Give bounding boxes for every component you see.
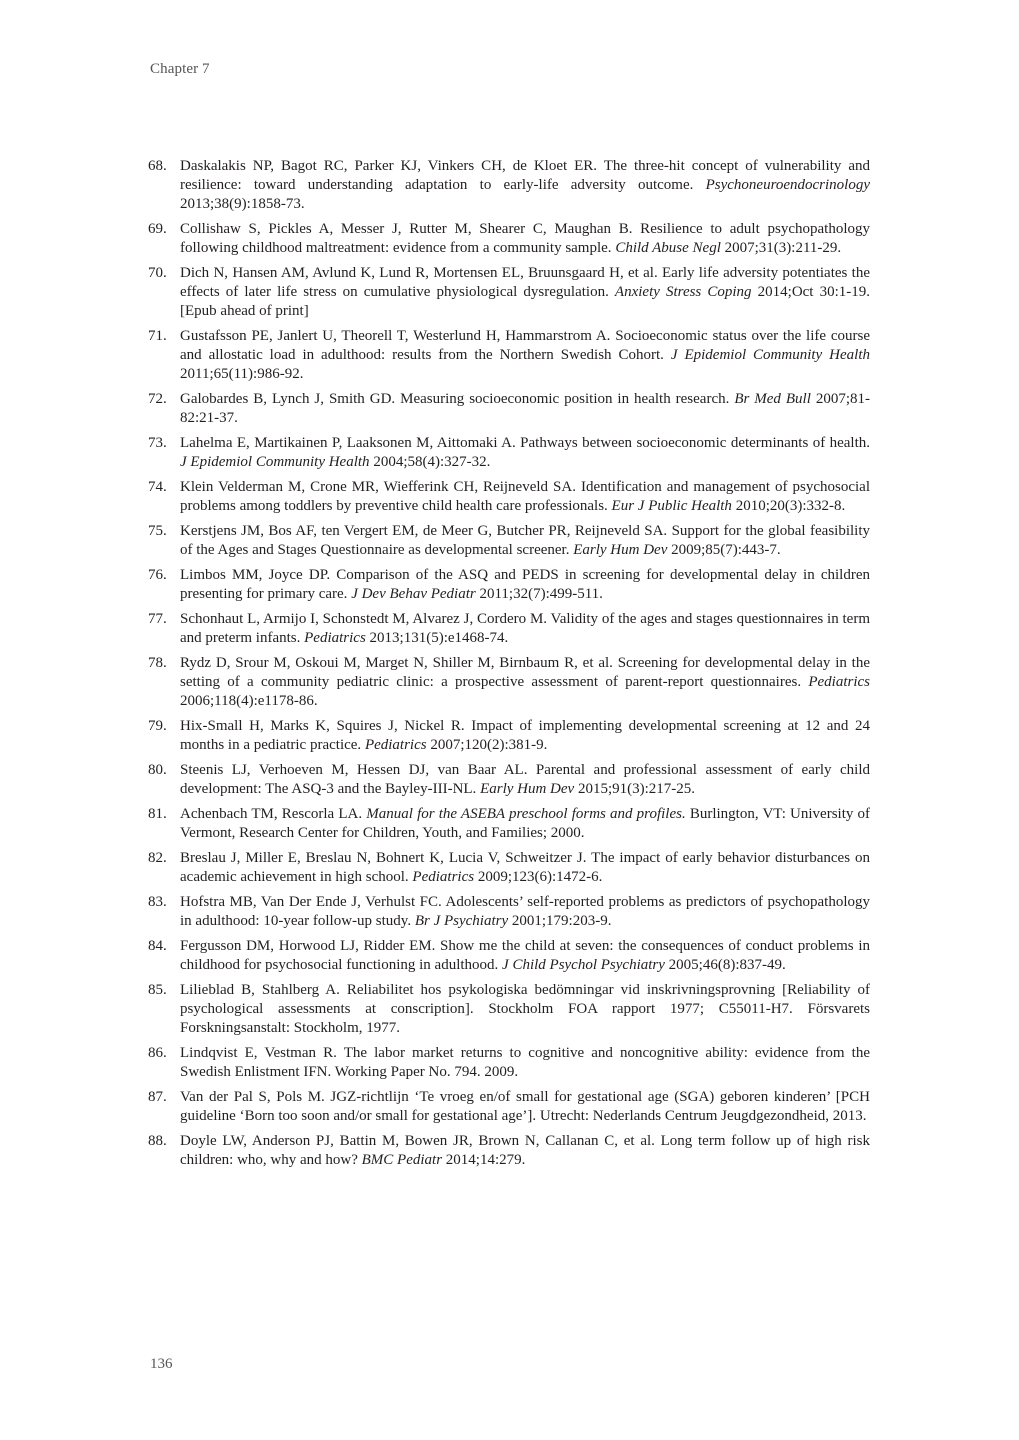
reference-journal: J Child Psychol Psychiatry bbox=[502, 957, 665, 973]
reference-citation: 2005;46(8):837-49. bbox=[664, 957, 786, 973]
reference-authors-title: Collishaw S, Pickles A, Messer J, Rutter M, Shearer C, Maughan B. Resilience to adult psychopathology following childhood maltreatment: evidence from a community sample. bbox=[180, 221, 870, 256]
reference-number: 71. bbox=[148, 328, 167, 344]
reference-authors-title: Dich N, Hansen AM, Avlund K, Lund R, Mortensen EL, Bruunsgaard H, et al. Early life adversity potentiates the effects of later life stress on cumulative physiological dysregulation. bbox=[180, 265, 870, 300]
reference-item bbox=[148, 327, 870, 384]
reference-text bbox=[180, 327, 870, 384]
reference-authors-title: Schonhaut L, Armijo I, Schonstedt M, Alvarez J, Cordero M. Validity of the ages and stages questionnaires in term and preterm infants. bbox=[180, 611, 870, 646]
reference-authors-title: Fergusson DM, Horwood LJ, Ridder EM. Show me the child at seven: the consequences of conduct problems in childhood for psychosocial functioning in adulthood. bbox=[180, 938, 870, 973]
reference-item bbox=[148, 566, 870, 604]
reference-journal: Br Med Bull bbox=[734, 391, 811, 407]
reference-citation: 2013;38(9):1858-73. bbox=[180, 196, 305, 212]
reference-text bbox=[180, 1088, 870, 1126]
reference-journal: Anxiety Stress Coping bbox=[614, 284, 752, 300]
reference-item bbox=[148, 761, 870, 799]
reference-journal: Pediatrics bbox=[412, 869, 475, 885]
reference-item bbox=[148, 937, 870, 975]
reference-journal: Pediatrics bbox=[364, 737, 427, 753]
reference-item bbox=[148, 434, 870, 472]
reference-authors-title: Lilieblad B, Stahlberg A. Reliabilitet hos psykologiska bedömningar vid inskrivningsprovning [Reliability of psychological assessments at conscription]. Stockholm FOA rapport 1977; C55011-H7. Försvarets Forskningsanstalt: Stockholm, 1977. bbox=[180, 982, 870, 1036]
reference-number: 84. bbox=[148, 938, 167, 954]
reference-journal: J Epidemiol Community Health bbox=[180, 454, 370, 470]
reference-number: 82. bbox=[148, 850, 167, 866]
reference-number: 70. bbox=[148, 265, 167, 281]
reference-journal: Early Hum Dev bbox=[573, 542, 668, 558]
reference-journal: Pediatrics bbox=[808, 674, 870, 690]
reference-text bbox=[180, 937, 870, 975]
reference-item bbox=[148, 805, 870, 843]
reference-citation: 2006;118(4):e1178-86. bbox=[180, 693, 318, 709]
reference-text bbox=[180, 805, 870, 843]
reference-item bbox=[148, 1044, 870, 1082]
reference-number: 83. bbox=[148, 894, 167, 910]
reference-journal: Early Hum Dev bbox=[480, 781, 575, 797]
reference-authors-title: Achenbach TM, Rescorla LA. bbox=[180, 806, 367, 822]
reference-citation: 2015;91(3):217-25. bbox=[574, 781, 696, 797]
reference-journal: BMC Pediatr bbox=[361, 1152, 443, 1168]
reference-text bbox=[180, 220, 870, 258]
reference-list bbox=[148, 157, 870, 1176]
reference-text bbox=[180, 478, 870, 516]
reference-authors-title: Doyle LW, Anderson PJ, Battin M, Bowen JR, Brown N, Callanan C, et al. Long term follow up of high risk children: who, why and how? bbox=[180, 1133, 870, 1168]
running-head: Chapter 7 bbox=[150, 61, 210, 77]
reference-number: 79. bbox=[148, 718, 167, 734]
reference-citation: 2007;81-82:21-37. bbox=[180, 391, 871, 426]
reference-text bbox=[180, 264, 870, 321]
reference-number: 85. bbox=[148, 982, 167, 998]
reference-authors-title: Limbos MM, Joyce DP. Comparison of the ASQ and PEDS in screening for developmental delay in children presenting for primary care. bbox=[180, 567, 870, 602]
reference-journal: J Dev Behav Pediatr bbox=[351, 586, 476, 602]
reference-number: 76. bbox=[148, 567, 167, 583]
reference-citation: 2009;123(6):1472-6. bbox=[474, 869, 603, 885]
reference-text bbox=[180, 390, 870, 428]
reference-citation: 2001;179:203-9. bbox=[508, 913, 612, 929]
reference-citation: 2014;Oct 30:1-19. [Epub ahead of print] bbox=[180, 284, 870, 319]
reference-number: 81. bbox=[148, 806, 167, 822]
reference-number: 88. bbox=[148, 1133, 167, 1149]
reference-authors-title: Kerstjens JM, Bos AF, ten Vergert EM, de Meer G, Butcher PR, Reijneveld SA. Support for the global feasibility of the Ages and Stages Questionnaire as developmental screener. bbox=[180, 523, 870, 558]
reference-item bbox=[148, 157, 870, 214]
reference-journal: Psychoneuroendocrinology bbox=[705, 177, 870, 193]
reference-citation: 2014;14:279. bbox=[442, 1152, 526, 1168]
reference-citation: 2011;65(11):986-92. bbox=[180, 366, 304, 382]
reference-item bbox=[148, 849, 870, 887]
reference-item bbox=[148, 264, 870, 321]
reference-authors-title: Gustafsson PE, Janlert U, Theorell T, Westerlund H, Hammarstrom A. Socioeconomic status over the life course and allostatic load in adulthood: results from the Northern Swedish Cohort. bbox=[180, 328, 870, 363]
reference-authors-title: Galobardes B, Lynch J, Smith GD. Measuring socioeconomic position in health research. bbox=[180, 391, 735, 407]
reference-number: 68. bbox=[148, 158, 167, 174]
reference-citation: Burlington, VT: University of Vermont, Research Center for Children, Youth, and Families; 2000. bbox=[180, 806, 871, 841]
reference-item bbox=[148, 717, 870, 755]
reference-authors-title: Lahelma E, Martikainen P, Laaksonen M, Aittomaki A. Pathways between socioeconomic determinants of health. bbox=[180, 435, 870, 451]
reference-number: 75. bbox=[148, 523, 167, 539]
reference-authors-title: Rydz D, Srour M, Oskoui M, Marget N, Shiller M, Birnbaum R, et al. Screening for developmental delay in the setting of a community pediatric clinic: a prospective assessment of parent-report questionnaires. bbox=[180, 655, 870, 690]
reference-text bbox=[180, 434, 870, 472]
reference-text bbox=[180, 157, 870, 214]
reference-text bbox=[180, 1044, 870, 1082]
reference-citation: 2013;131(5):e1468-74. bbox=[365, 630, 509, 646]
reference-authors-title: Steenis LJ, Verhoeven M, Hessen DJ, van Baar AL. Parental and professional assessment of early child development: The ASQ-3 and the Bayley-III-NL. bbox=[180, 762, 870, 797]
reference-journal: Child Abuse Negl bbox=[615, 240, 721, 256]
reference-item bbox=[148, 981, 870, 1038]
reference-number: 80. bbox=[148, 762, 167, 778]
reference-authors-title: Van der Pal S, Pols M. JGZ-richtlijn ‘Te vroeg en/of small for gestational age (SGA) geboren kinderen’ [PCH guideline ‘Born too soon and/or small for gestational age’]. Utrecht: Nederlands Centrum Jeugdgezondheid, 2013. bbox=[180, 1089, 870, 1124]
reference-citation: 2010;20(3):332-8. bbox=[731, 498, 846, 514]
reference-item bbox=[148, 522, 870, 560]
reference-journal: Manual for the ASEBA preschool forms and profiles. bbox=[366, 806, 686, 822]
reference-authors-title: Breslau J, Miller E, Breslau N, Bohnert K, Lucia V, Schweitzer J. The impact of early behavior disturbances on academic achievement in high school. bbox=[180, 850, 870, 885]
reference-text bbox=[180, 893, 870, 931]
reference-text bbox=[180, 566, 870, 604]
reference-citation: 2004;58(4):327-32. bbox=[369, 454, 491, 470]
reference-journal: Br J Psychiatry bbox=[414, 913, 509, 929]
reference-text bbox=[180, 981, 870, 1038]
reference-number: 74. bbox=[148, 479, 167, 495]
reference-item bbox=[148, 1088, 870, 1126]
reference-authors-title: Hofstra MB, Van Der Ende J, Verhulst FC. Adolescents’ self-reported problems as predictors of psychopathology in adulthood: 10-year follow-up study. bbox=[180, 894, 870, 929]
reference-item bbox=[148, 220, 870, 258]
reference-number: 69. bbox=[148, 221, 167, 237]
reference-text bbox=[180, 717, 870, 755]
reference-number: 87. bbox=[148, 1089, 167, 1105]
reference-citation: 2007;120(2):381-9. bbox=[426, 737, 548, 753]
reference-journal: Eur J Public Health bbox=[611, 498, 732, 514]
reference-text bbox=[180, 761, 870, 799]
reference-item bbox=[148, 654, 870, 711]
reference-item bbox=[148, 893, 870, 931]
reference-number: 77. bbox=[148, 611, 167, 627]
reference-item bbox=[148, 610, 870, 648]
reference-text bbox=[180, 1132, 870, 1170]
reference-text bbox=[180, 849, 870, 887]
reference-citation: 2011;32(7):499-511. bbox=[475, 586, 603, 602]
reference-authors-title: Klein Velderman M, Crone MR, Wiefferink CH, Reijneveld SA. Identification and management of psychosocial problems among toddlers by preventive child health care professionals. bbox=[180, 479, 870, 514]
reference-text bbox=[180, 654, 870, 711]
reference-journal: Pediatrics bbox=[304, 630, 366, 646]
reference-item bbox=[148, 478, 870, 516]
reference-citation: 2009;85(7):443-7. bbox=[667, 542, 781, 558]
reference-authors-title: Lindqvist E, Vestman R. The labor market returns to cognitive and noncognitive ability: evidence from the Swedish Enlistment IFN. Working Paper No. 794. 2009. bbox=[180, 1045, 870, 1080]
reference-text bbox=[180, 610, 870, 648]
reference-citation: 2007;31(3):211-29. bbox=[720, 240, 842, 256]
reference-number: 86. bbox=[148, 1045, 167, 1061]
reference-text bbox=[180, 522, 870, 560]
reference-number: 78. bbox=[148, 655, 167, 671]
reference-item bbox=[148, 390, 870, 428]
reference-number: 73. bbox=[148, 435, 167, 451]
reference-journal: J Epidemiol Community Health bbox=[670, 347, 870, 363]
reference-authors-title: Daskalakis NP, Bagot RC, Parker KJ, Vinkers CH, de Kloet ER. The three-hit concept of vulnerability and resilience: toward understanding adaptation to early-life adversity outcome. bbox=[180, 158, 870, 193]
page-number: 136 bbox=[150, 1356, 173, 1372]
reference-item bbox=[148, 1132, 870, 1170]
reference-authors-title: Hix-Small H, Marks K, Squires J, Nickel R. Impact of implementing developmental screening at 12 and 24 months in a pediatric practice. bbox=[180, 718, 870, 753]
reference-number: 72. bbox=[148, 391, 167, 407]
